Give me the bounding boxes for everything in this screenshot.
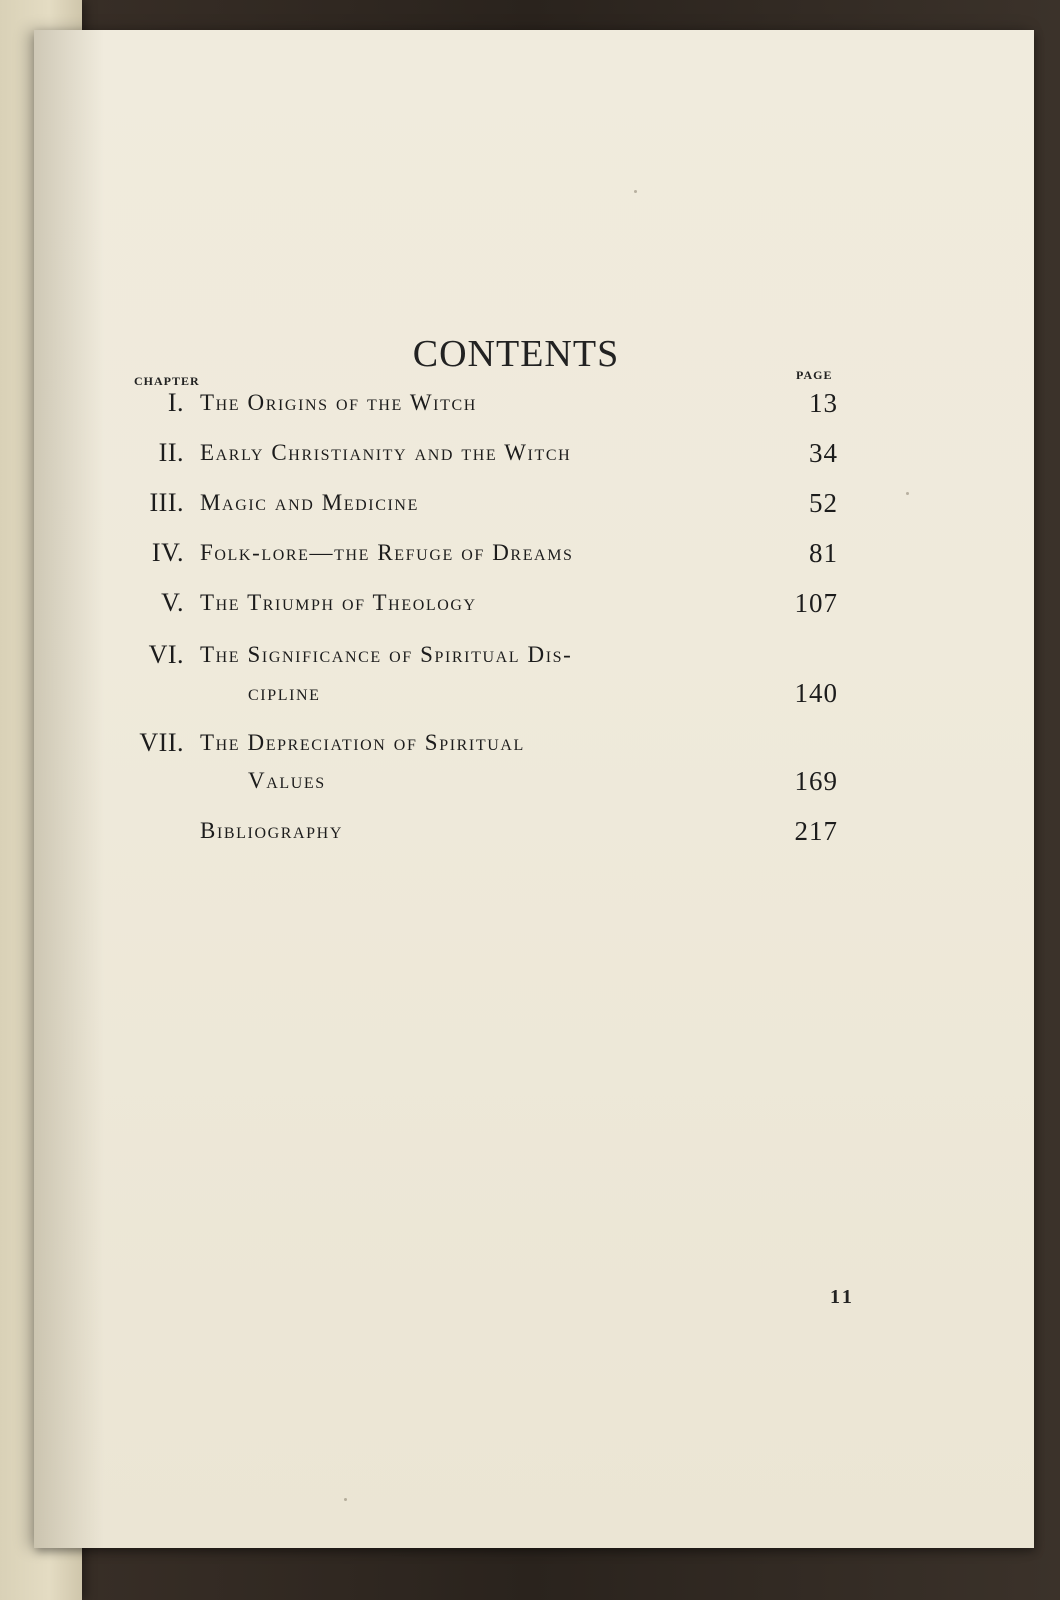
page-number: 81 — [809, 538, 838, 568]
bibliography-title: Bibliography — [200, 818, 343, 843]
chapter-title-line-2: cipline — [248, 680, 321, 705]
chapter-title: Folk-lore—the Refuge of Dreams — [200, 540, 574, 565]
book-page — [34, 30, 1034, 1548]
page-number: 140 — [794, 678, 838, 708]
chapter-numeral: IV. — [151, 538, 184, 567]
page-number: 169 — [794, 766, 838, 796]
chapter-title: Early Christianity and the Witch — [200, 440, 572, 465]
page-number: 34 — [809, 438, 838, 468]
chapter-numeral: V. — [161, 588, 184, 617]
page-gutter-shadow — [34, 30, 104, 1548]
page-folio: 11 — [830, 1286, 855, 1308]
paper-speck — [906, 492, 909, 495]
chapter-title-line-1: The Significance of Spiritual Dis- — [200, 642, 573, 667]
chapter-title-line-2: Values — [248, 768, 326, 793]
page-number: 13 — [809, 388, 838, 418]
page-number: 217 — [794, 816, 838, 846]
chapter-numeral: I. — [167, 388, 184, 417]
page-number: 52 — [809, 488, 838, 518]
chapter-title: Magic and Medicine — [200, 490, 419, 515]
chapter-numeral: III. — [149, 488, 184, 517]
chapter-title: The Triumph of Theology — [200, 590, 477, 615]
contents-title: CONTENTS — [412, 333, 620, 375]
chapter-numeral: VII. — [139, 728, 184, 757]
chapter-numeral: II. — [158, 438, 184, 467]
chapter-column-label: CHAPTER — [134, 374, 200, 388]
paper-speck — [344, 1498, 347, 1501]
chapter-title-line-1: The Depreciation of Spiritual — [200, 730, 525, 755]
page-number: 107 — [794, 588, 838, 618]
page-column-label: PAGE — [796, 368, 833, 382]
paper-speck — [634, 190, 637, 193]
chapter-numeral: VI. — [148, 640, 184, 669]
chapter-title: The Origins of the Witch — [200, 390, 477, 415]
